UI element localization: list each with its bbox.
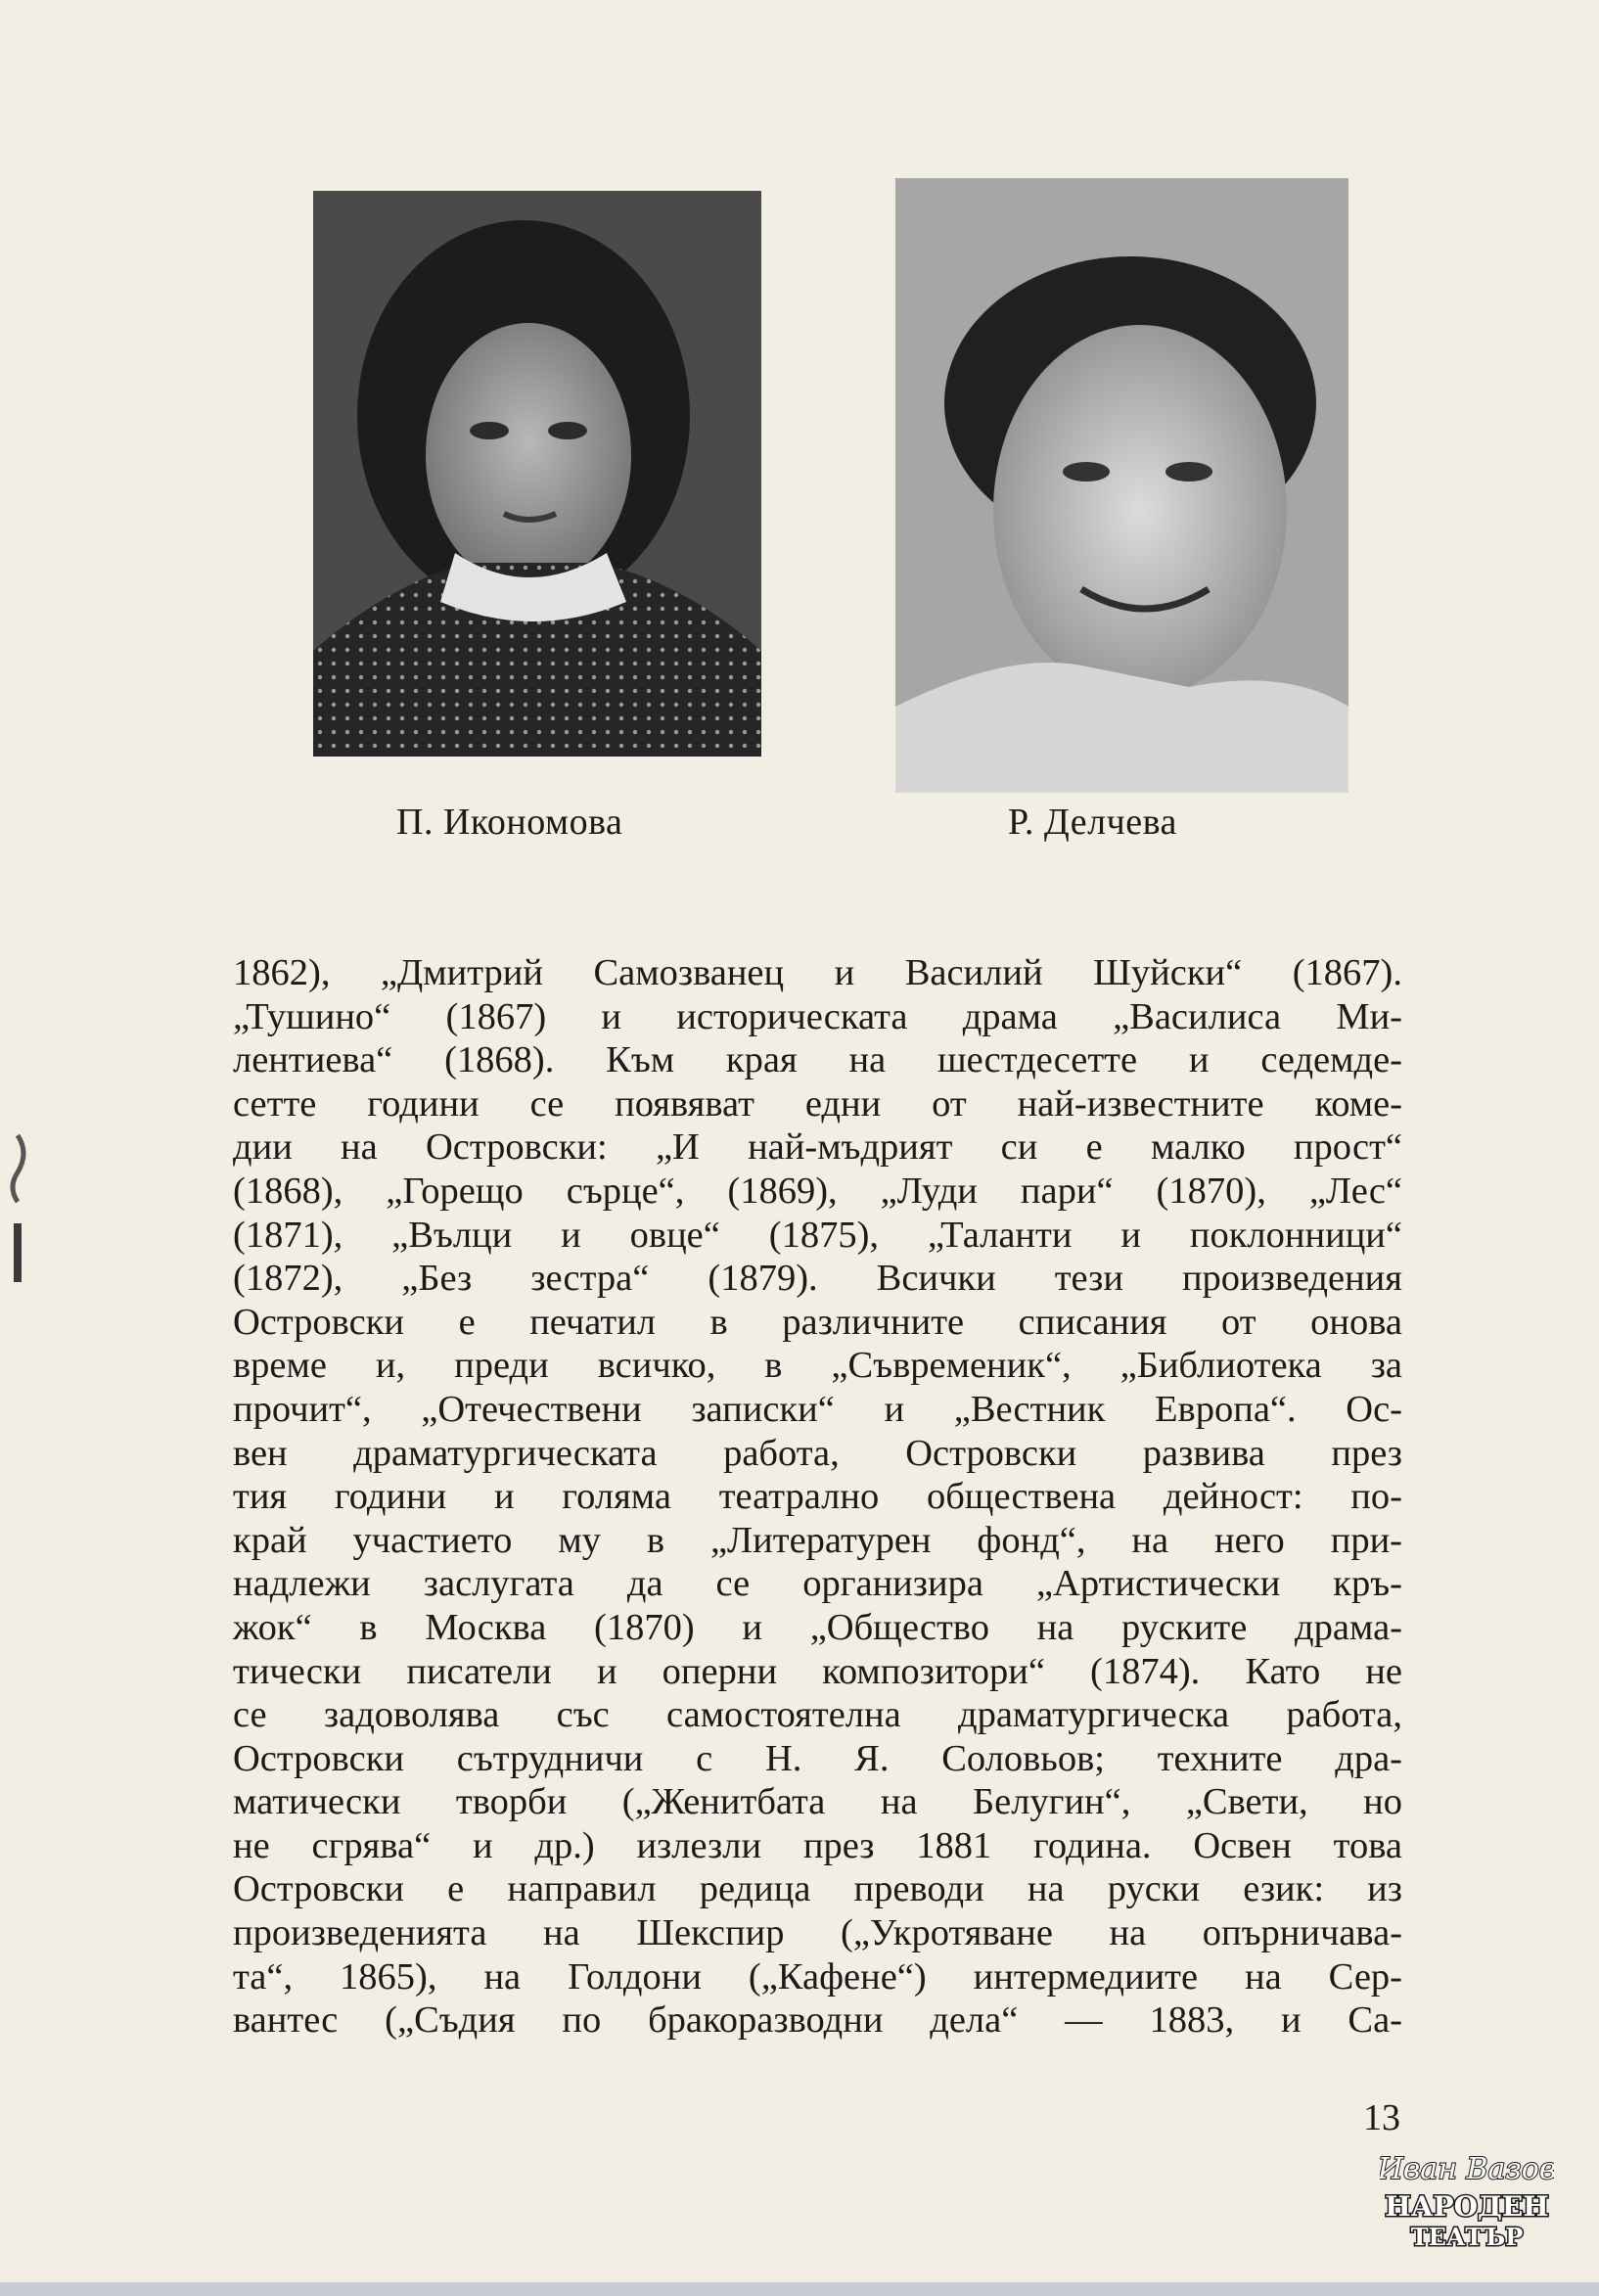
text-line: жок“ в Москва (1870) и „Общество на руските драма-: [233, 1606, 1402, 1648]
national-theatre-logo: [1380, 2139, 1554, 2257]
portrait-photo-delcheva: [895, 178, 1348, 793]
text-line: вантес („Съдия по бракоразводни дела“ — 1883, и Са-: [233, 1999, 1402, 2042]
logo-line1: НАРОДЕН: [1385, 2190, 1549, 2223]
text-line: време и, преди всичко, в „Съвременик“, „Библиотека за: [233, 1345, 1402, 1387]
text-line: та“, 1865), на Голдони („Кафене“) интермедиите на Сер-: [233, 1955, 1402, 1998]
scan-edge: [0, 2282, 1599, 2296]
logo-signature: Иван Вазов: [1380, 2152, 1554, 2186]
text-line: прочит“, „Отечествени записки“ и „Вестник Европа“. Ос-: [233, 1388, 1402, 1430]
text-line: (1871), „Вълци и овце“ (1875), „Таланти и поклонници“: [233, 1214, 1402, 1256]
text-line: край участието му в „Литературен фонд“, на него при-: [233, 1519, 1402, 1561]
text-line: сетте години се появяват едни от най-известните коме-: [233, 1082, 1402, 1125]
portrait-photo-ikonomova: [313, 191, 761, 757]
text-line: дии на Островски: „И най-мъдрият си е малко прост“: [233, 1126, 1402, 1169]
text-line: тия години и голяма театрално обществена дейност: по-: [233, 1476, 1402, 1518]
text-line: „Тушино“ (1867) и историческата драма „Василиса Ми-: [233, 995, 1402, 1037]
text-line: вен драматургическата работа, Островски развива през: [233, 1432, 1402, 1474]
text-line: Островски е печатил в различните списания от онова: [233, 1301, 1402, 1343]
text-line: матически творби („Женитбата на Белугин“, „Свети, но: [233, 1781, 1402, 1823]
text-line: (1872), „Без зестра“ (1879). Всички тези произведения: [233, 1258, 1402, 1300]
photo-caption-ikonomova: П. Икономова: [396, 802, 623, 843]
text-line: лентиева“ (1868). Към края на шестдесетте и седемде-: [233, 1039, 1402, 1081]
binding-staples: [0, 1133, 39, 1290]
text-line: надлежи заслугата да се организира „Артистически кръ-: [233, 1563, 1402, 1605]
text-line: 1862), „Дмитрий Самозванец и Василий Шуйски“ (1867).: [233, 952, 1402, 993]
text-line: (1868), „Горещо сърце“, (1869), „Луди пари“ (1870), „Лес“: [233, 1170, 1402, 1212]
text-line: не сгрява“ и др.) излезли през 1881 година. Освен това: [233, 1824, 1402, 1866]
text-line: Островски сътрудничи с Н. Я. Соловьов; техните дра-: [233, 1737, 1402, 1779]
text-line: се задоволява със самостоятелна драматургическа работа,: [233, 1694, 1402, 1736]
logo-line2: ТЕАТЪР: [1410, 2223, 1524, 2251]
body-text: [233, 951, 1402, 2043]
text-line: произведенията на Шекспир („Укротяване на опърничава-: [233, 1912, 1402, 1954]
photo-caption-delcheva: Р. Делчева: [1008, 802, 1177, 843]
text-line: тически писатели и оперни композитори“ (1874). Като не: [233, 1650, 1402, 1692]
page-number: 13: [1363, 2097, 1400, 2138]
text-line: Островски е направил редица преводи на руски език: из: [233, 1868, 1402, 1910]
